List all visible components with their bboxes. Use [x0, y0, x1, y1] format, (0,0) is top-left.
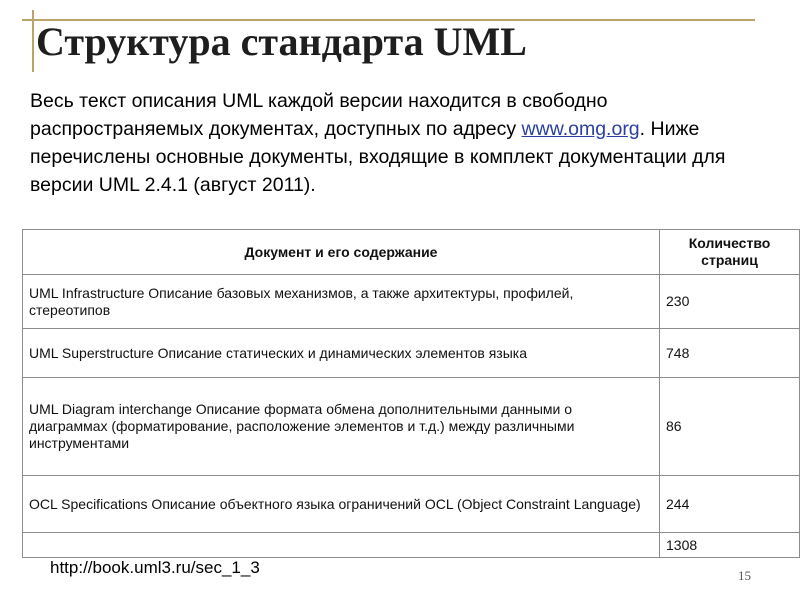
intro-text-start: Весь текст описания UML каждой версии находится в свободно распространяемых документах, доступных по адресу	[30, 90, 608, 140]
table-row	[23, 476, 800, 533]
intro-paragraph	[30, 87, 770, 199]
pages-cell: 244	[660, 476, 800, 533]
table-row	[23, 275, 800, 329]
title-rule-vertical	[32, 10, 34, 72]
doc-cell: UML Infrastructure Описание базовых механизмов, а также архитектуры, профилей, стереотипов	[23, 275, 660, 329]
doc-cell: UML Diagram interchange Описание формата обмена дополнительными данными о диаграммах (форматирование, расположение элементов и т.д.) между различными инструментами	[23, 378, 660, 476]
intro-text-end: . Ниже перечислены основные документы, входящие в комплект документации для версии UML 2.4.1 (август 2011).	[30, 118, 726, 196]
pages-cell: 86	[660, 378, 800, 476]
table-row	[23, 378, 800, 476]
table-total-row	[23, 533, 800, 558]
pages-cell: 748	[660, 329, 800, 378]
page-number: 15	[738, 568, 751, 583]
omg-link[interactable]: www.omg.org	[521, 118, 640, 140]
pages-cell: 230	[660, 275, 800, 329]
table-header-row	[23, 230, 800, 275]
doc-cell-empty	[23, 533, 660, 558]
header-pages: Количество страниц	[660, 230, 800, 275]
documents-table	[22, 229, 800, 558]
header-document: Документ и его содержание	[23, 230, 660, 275]
total-pages-cell: 1308	[660, 533, 800, 558]
doc-cell: OCL Specifications Описание объектного языка ограничений OCL (Object Constraint Language)	[23, 476, 660, 533]
table-row	[23, 329, 800, 378]
source-url[interactable]: http://book.uml3.ru/sec_1_3	[50, 558, 260, 577]
doc-cell: UML Superstructure Описание статических и динамических элементов языка	[23, 329, 660, 378]
slide-title: Структура стандарта UML	[36, 19, 527, 64]
